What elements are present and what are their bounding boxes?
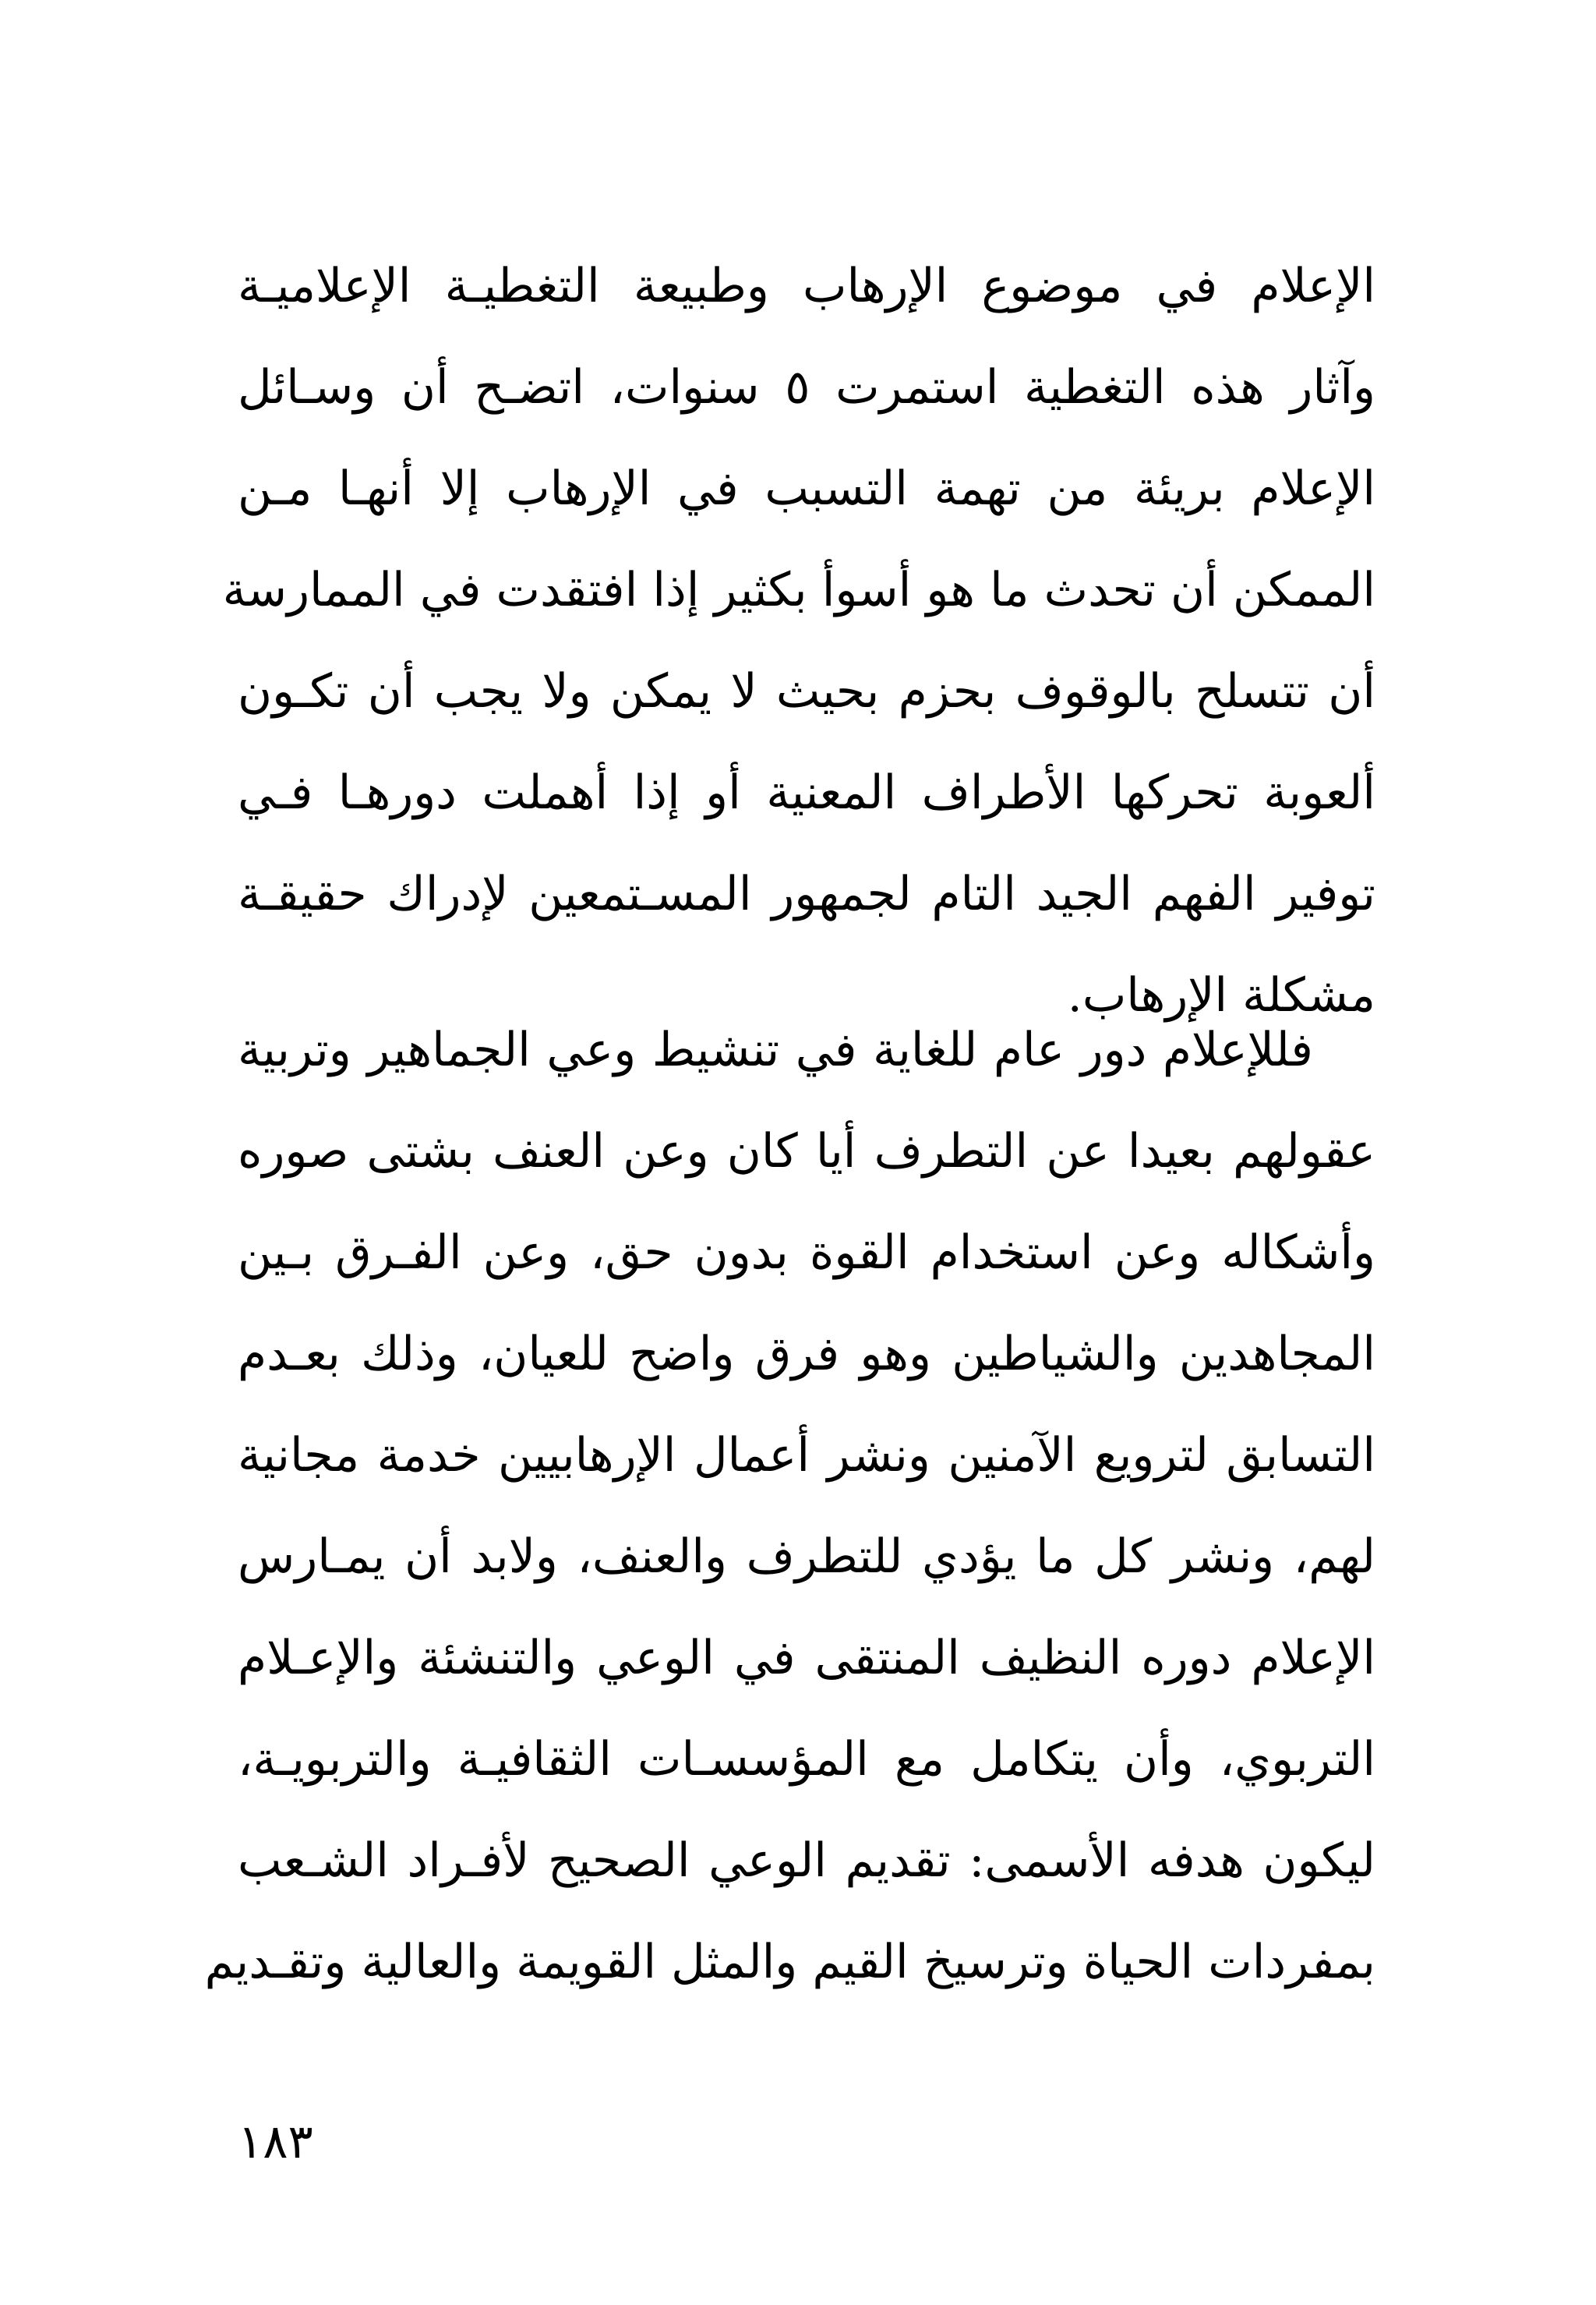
- text-line: الإعلام دوره النظيف المنتقى في الوعي والتنشئة والإعـلام: [238, 1631, 1375, 1685]
- text-line: مشكلة الإرهاب.: [1067, 968, 1375, 1023]
- text-line: لهم، ونشر كل ما يؤدي للتطرف والعنف، ولابد أن يمـارس: [238, 1529, 1375, 1584]
- text-line: فللإعلام دور عام للغاية في تنشيط وعي الجماهير وتربية: [238, 1023, 1313, 1077]
- text-line: ليكون هدفه الأسمى: تقديم الوعي الصحيح لأفـراد الشـعب: [238, 1833, 1375, 1888]
- page-number: ١٨٣: [238, 2115, 313, 2169]
- text-line: وآثار هذه التغطية استمرت ٥ سنوات، اتضـح أن وسـائل: [238, 360, 1376, 415]
- text-line: وأشكاله وعن استخدام القوة بدون حق، وعن الفـرق بـين: [238, 1225, 1375, 1280]
- text-line: ألعوبة تحركها الأطراف المعنية أو إذا أهملت دورهـا فـي: [238, 765, 1375, 820]
- text-line: الممكن أن تحدث ما هو أسوأ بكثير إذا افتقدت في الممارسة: [222, 563, 1375, 617]
- text-line: الإعلام بريئة من تهمة التسبب في الإرهاب إلا أنهـا مـن: [238, 461, 1375, 516]
- text-line: الإعلام في موضوع الإرهاب وطبيعة التغطيـة الإعلاميـة: [238, 259, 1375, 313]
- text-line: توفير الفهم الجيد التام لجمهور المسـتمعين لإدراك حقيقـة: [238, 867, 1375, 921]
- text-line: التسابق لترويع الآمنين ونشر أعمال الإرهابيين خدمة مجانية: [238, 1428, 1375, 1483]
- text-line: بمفردات الحياة وترسيخ القيم والمثل القويمة والعالية وتقـديم: [204, 1935, 1375, 1989]
- text-line: عقولهم بعيدا عن التطرف أيا كان وعن العنف بشتى صوره: [238, 1124, 1375, 1179]
- text-line: أن تتسلح بالوقوف بحزم بحيث لا يمكن ولا يجب أن تكـون: [238, 664, 1375, 719]
- text-line: المجاهدين والشياطين وهو فرق واضح للعيان، وذلك بعـدم: [238, 1327, 1375, 1381]
- text-line: التربوي، وأن يتكامل مع المؤسسـات الثقافيـة والتربويـة،: [238, 1732, 1375, 1787]
- paragraph-2: [204, 999, 1375, 2013]
- paragraph-1: [222, 235, 1376, 1046]
